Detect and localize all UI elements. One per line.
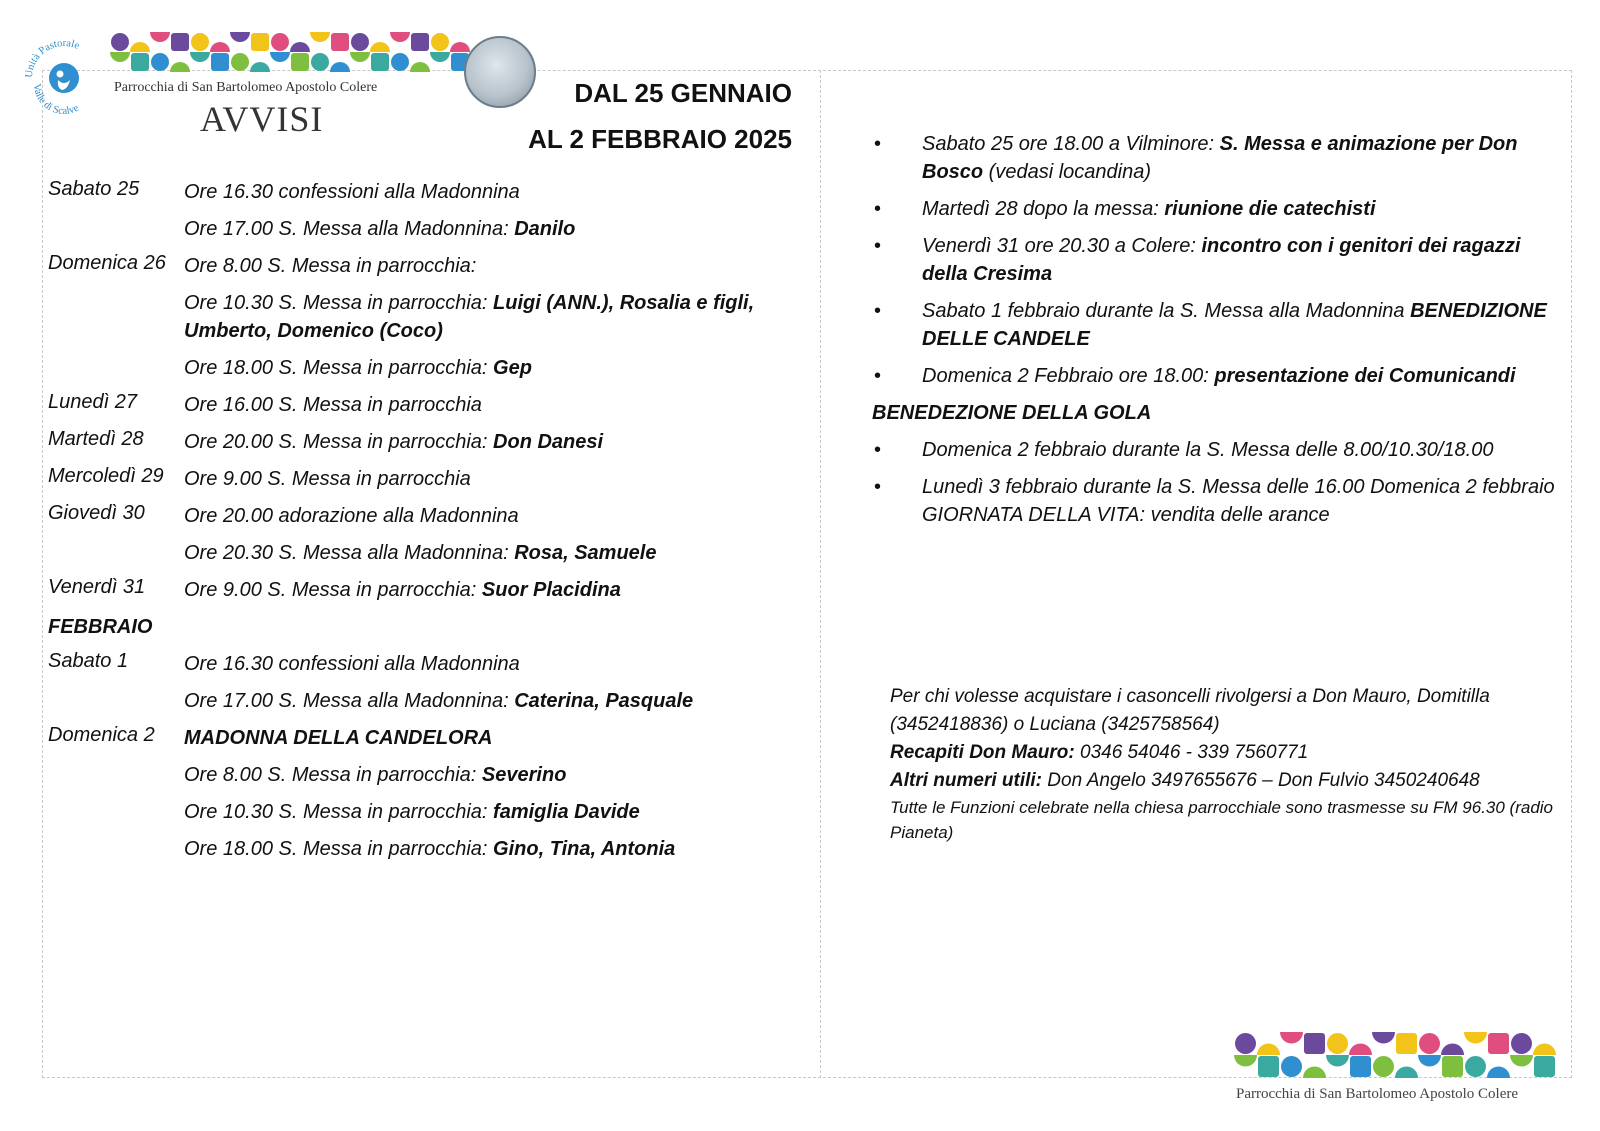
pattern-shape: [1534, 1056, 1555, 1077]
schedule-day: [48, 465, 808, 502]
schedule-line-text: Ore 18.00 S. Messa in parrocchia:: [184, 357, 494, 379]
schedule-line: [184, 428, 808, 465]
pattern-shape: [1395, 1067, 1418, 1079]
pattern-shape: [231, 53, 249, 71]
pattern-shape: [171, 33, 189, 51]
recapiti-label: Recapiti Don Mauro:: [890, 742, 1075, 763]
gola-item: • Lunedì 3 febbraio durante la S. Messa delle 16.00 Domenica 2 febbraio GIORNATA DELLA VITA: vendita delle arance: [872, 473, 1562, 529]
pattern-shape: [1396, 1033, 1417, 1054]
pattern-shape: [371, 53, 389, 71]
pattern-shape: [410, 62, 430, 72]
notice-item: [872, 130, 1562, 186]
casoncelli-note: Per chi volesse acquistare i casoncelli rivolgersi a Don Mauro, Domitilla (3452418836) o Luciana (3425758564): [890, 686, 1490, 735]
day-label: Martedì 28: [48, 428, 144, 450]
pattern-shape: [390, 32, 410, 42]
notice-text: Domenica 2 Febbraio ore 18.00:: [922, 365, 1215, 387]
pattern-shape: [1350, 1056, 1371, 1077]
altri-label: Altri numeri utili:: [890, 770, 1042, 791]
schedule-day: [48, 391, 808, 428]
schedule-line-intention: Severino: [481, 764, 567, 786]
pattern-shape: [210, 42, 230, 52]
pattern-shape: [1533, 1044, 1556, 1056]
pattern-shape: [270, 52, 290, 62]
schedule-line-intention: Caterina, Pasquale: [514, 690, 694, 712]
schedule-line: [184, 798, 808, 835]
pattern-shape: [151, 53, 169, 71]
day-label: Giovedì 30: [48, 502, 145, 524]
notice-after: (vedasi locandina): [983, 161, 1151, 183]
notice-text: Venerdì 31 ore 20.30 a Colere:: [922, 235, 1202, 257]
schedule-line: [184, 252, 808, 289]
schedule-line-text: Ore 10.30 S. Messa in parrocchia:: [184, 292, 494, 314]
day-label: Sabato 25: [48, 178, 140, 200]
radio-note: Tutte le Funzioni celebrate nella chiesa parrocchiale sono trasmesse su FM 96.30 (radio Pianeta): [890, 798, 1554, 842]
schedule-line-text: Ore 8.00 S. Messa in parrocchia:: [184, 255, 477, 277]
decorative-pattern-top: [110, 32, 470, 72]
column-divider: [820, 70, 821, 1078]
schedule-line: [184, 650, 808, 687]
schedule-line-intention: Don Danesi: [493, 431, 604, 453]
schedule-day: [48, 650, 808, 724]
notice-bold: BENEDIZIONE DELLE CANDELE: [922, 300, 1547, 350]
date-range-line-1: DAL 25 GENNAIO: [574, 78, 792, 108]
schedule-day: [48, 252, 808, 391]
pattern-shape: [271, 33, 289, 51]
schedule-line: [184, 835, 808, 872]
unita-pastorale-seal: [22, 26, 104, 118]
parish-logo: [22, 26, 522, 139]
schedule-line-intention: Luigi (ANN.), Rosalia e figli, Umberto, Domenico (Coco): [184, 292, 755, 342]
pattern-shape: [370, 42, 390, 52]
pattern-shape: [1327, 1033, 1348, 1054]
schedule-line-text: Ore 8.00 S. Messa in parrocchia:: [184, 764, 482, 786]
pattern-shape: [290, 42, 310, 52]
schedule-line: [184, 539, 808, 576]
notice-item: [872, 297, 1562, 353]
day-label: Domenica 2: [48, 724, 155, 746]
day-label: Venerdì 31: [48, 576, 146, 598]
altri-value: Don Angelo 3497655676 – Don Fulvio 3450240648: [1042, 770, 1480, 791]
gola-heading: BENEDEZIONE DELLA GOLA: [872, 402, 1152, 424]
pattern-shape: [1234, 1055, 1257, 1067]
pattern-shape: [1510, 1055, 1533, 1067]
notice-text: Martedì 28 dopo la messa:: [922, 198, 1165, 220]
pattern-shape: [1372, 1032, 1395, 1044]
pattern-shape: [1326, 1055, 1349, 1067]
footer-parish-name: Parrocchia di San Bartolomeo Apostolo Colere: [1236, 1086, 1519, 1102]
contact-info: [890, 683, 1570, 845]
schedule-line-text: Ore 9.00 S. Messa in parrocchia:: [184, 579, 482, 601]
schedule-line-intention: Danilo: [514, 218, 576, 240]
schedule-line-text: Ore 9.00 S. Messa in parrocchia: [184, 468, 471, 490]
pattern-shape: [450, 42, 470, 52]
pattern-shape: [211, 53, 229, 71]
schedule-line: [184, 576, 808, 613]
pattern-shape: [1281, 1056, 1302, 1077]
pattern-shape: [1465, 1056, 1486, 1077]
schedule-line: [184, 724, 808, 761]
schedule-line: [184, 687, 808, 724]
notice-text: Sabato 25 ore 18.00 a Vilminore:: [922, 133, 1220, 155]
pattern-shape: [1442, 1056, 1463, 1077]
pattern-shape: [1303, 1067, 1326, 1079]
pattern-shape: [310, 32, 330, 42]
decorative-pattern-bottom: [1234, 1032, 1570, 1078]
pattern-shape: [1488, 1033, 1509, 1054]
pattern-shape: [110, 52, 130, 62]
pattern-shape: [1349, 1044, 1372, 1056]
pattern-shape: [291, 53, 309, 71]
pattern-shape: [1304, 1033, 1325, 1054]
notice-text: Sabato 1 febbraio durante la S. Messa alla Madonnina: [922, 300, 1411, 322]
schedule-line-intention: Gino, Tina, Antonia: [493, 838, 676, 860]
pattern-shape: [1487, 1067, 1510, 1079]
pattern-shape: [1419, 1033, 1440, 1054]
pattern-shape: [111, 33, 129, 51]
pattern-shape: [431, 33, 449, 51]
schedule-line-intention: famiglia Davide: [493, 801, 640, 823]
schedule-line: [184, 465, 808, 502]
pattern-shape: [391, 53, 409, 71]
pattern-shape: [430, 52, 450, 62]
schedule-line: [184, 354, 808, 391]
schedule-line-text: Ore 18.00 S. Messa in parrocchia:: [184, 838, 494, 860]
pattern-shape: [250, 62, 270, 72]
schedule-line: [184, 178, 808, 215]
schedule-day: [48, 724, 808, 872]
day-label: Sabato 1: [48, 650, 129, 672]
pattern-shape: [170, 62, 190, 72]
pattern-shape: [150, 32, 170, 42]
notice-bold: riunione die catechisti: [1164, 198, 1376, 220]
pattern-shape: [1257, 1044, 1280, 1056]
pattern-shape: [130, 42, 150, 52]
pattern-shape: [1235, 1033, 1256, 1054]
pattern-shape: [1280, 1032, 1303, 1044]
schedule-line: [184, 391, 808, 428]
gola-item: • Domenica 2 febbraio durante la S. Messa delle 8.00/10.30/18.00: [872, 436, 1562, 464]
recapiti-value: 0346 54046 - 339 7560771: [1074, 742, 1309, 763]
notice-bold: S. Messa e animazione per Don Bosco: [922, 133, 1518, 183]
pattern-shape: [311, 53, 329, 71]
day-label: Mercoledì 29: [48, 465, 164, 487]
notice-item: [872, 195, 1562, 223]
schedule-line: [184, 215, 808, 252]
pattern-shape: [351, 33, 369, 51]
notice-item: [872, 362, 1562, 390]
pattern-shape: [1258, 1056, 1279, 1077]
schedule-day: [48, 178, 808, 252]
gola-list: [872, 436, 1562, 529]
pattern-shape: [330, 62, 350, 72]
schedule-line-intention: MADONNA DELLA CANDELORA: [184, 727, 493, 749]
date-range-line-2: AL 2 FEBBRAIO 2025: [528, 124, 792, 154]
parish-name: Parrocchia di San Bartolomeo Apostolo Colere: [114, 80, 378, 95]
pattern-shape: [251, 33, 269, 51]
pattern-shape: [1418, 1055, 1441, 1067]
schedule-line: [184, 761, 808, 798]
notice-bold: incontro con i genitori dei ragazzi della Cresima: [922, 235, 1521, 285]
pattern-shape: [331, 33, 349, 51]
schedule-line-text: Ore 20.00 S. Messa in parrocchia:: [184, 431, 494, 453]
schedule-day: [48, 428, 808, 465]
schedule-line-text: Ore 16.00 S. Messa in parrocchia: [184, 394, 482, 416]
schedule-line: [184, 289, 808, 354]
notice-item: [872, 232, 1562, 288]
pattern-shape: [1511, 1033, 1532, 1054]
schedule-line-intention: Gep: [493, 357, 532, 379]
recapiti-line: [890, 739, 1570, 767]
schedule-day: [48, 502, 808, 576]
pattern-shape: [230, 32, 250, 42]
month-heading: FEBBRAIO: [48, 616, 153, 638]
notices-list: [872, 130, 1562, 390]
schedule-line-text: Ore 17.00 S. Messa alla Madonnina:: [184, 690, 515, 712]
pattern-shape: [190, 52, 210, 62]
schedule-line-text: Ore 20.00 adorazione alla Madonnina: [184, 505, 519, 527]
day-label: Domenica 26: [48, 252, 166, 274]
schedule-line-intention: Rosa, Samuele: [514, 542, 657, 564]
day-label: Lunedì 27: [48, 391, 137, 413]
seal-text-top: Unità Pastorale: [23, 37, 81, 79]
schedule-day: [48, 576, 808, 613]
pattern-shape: [350, 52, 370, 62]
church-photo: [464, 36, 536, 108]
notice-bold: presentazione dei Comunicandi: [1214, 365, 1516, 387]
schedule-line: [184, 502, 808, 539]
avvisi-title: AVVISI: [200, 99, 324, 139]
schedule-line-text: Ore 16.30 confessioni alla Madonnina: [184, 181, 520, 203]
altri-numeri-line: [890, 767, 1570, 795]
notices-column: [872, 130, 1562, 538]
schedule-line-text: Ore 16.30 confessioni alla Madonnina: [184, 653, 520, 675]
schedule-line-intention: Suor Placidina: [481, 579, 621, 601]
schedule-line-text: Ore 10.30 S. Messa in parrocchia:: [184, 801, 494, 823]
pattern-shape: [1373, 1056, 1394, 1077]
schedule-line-text: Ore 20.30 S. Messa alla Madonnina:: [184, 542, 515, 564]
pattern-shape: [131, 53, 149, 71]
pattern-shape: [411, 33, 429, 51]
pattern-shape: [191, 33, 209, 51]
seal-text-bottom: Valle di Scalve: [30, 83, 81, 118]
schedule-line-text: Ore 17.00 S. Messa alla Madonnina:: [184, 218, 515, 240]
pattern-shape: [1441, 1044, 1464, 1056]
pattern-shape: [1464, 1032, 1487, 1044]
weekly-schedule: [48, 178, 808, 872]
